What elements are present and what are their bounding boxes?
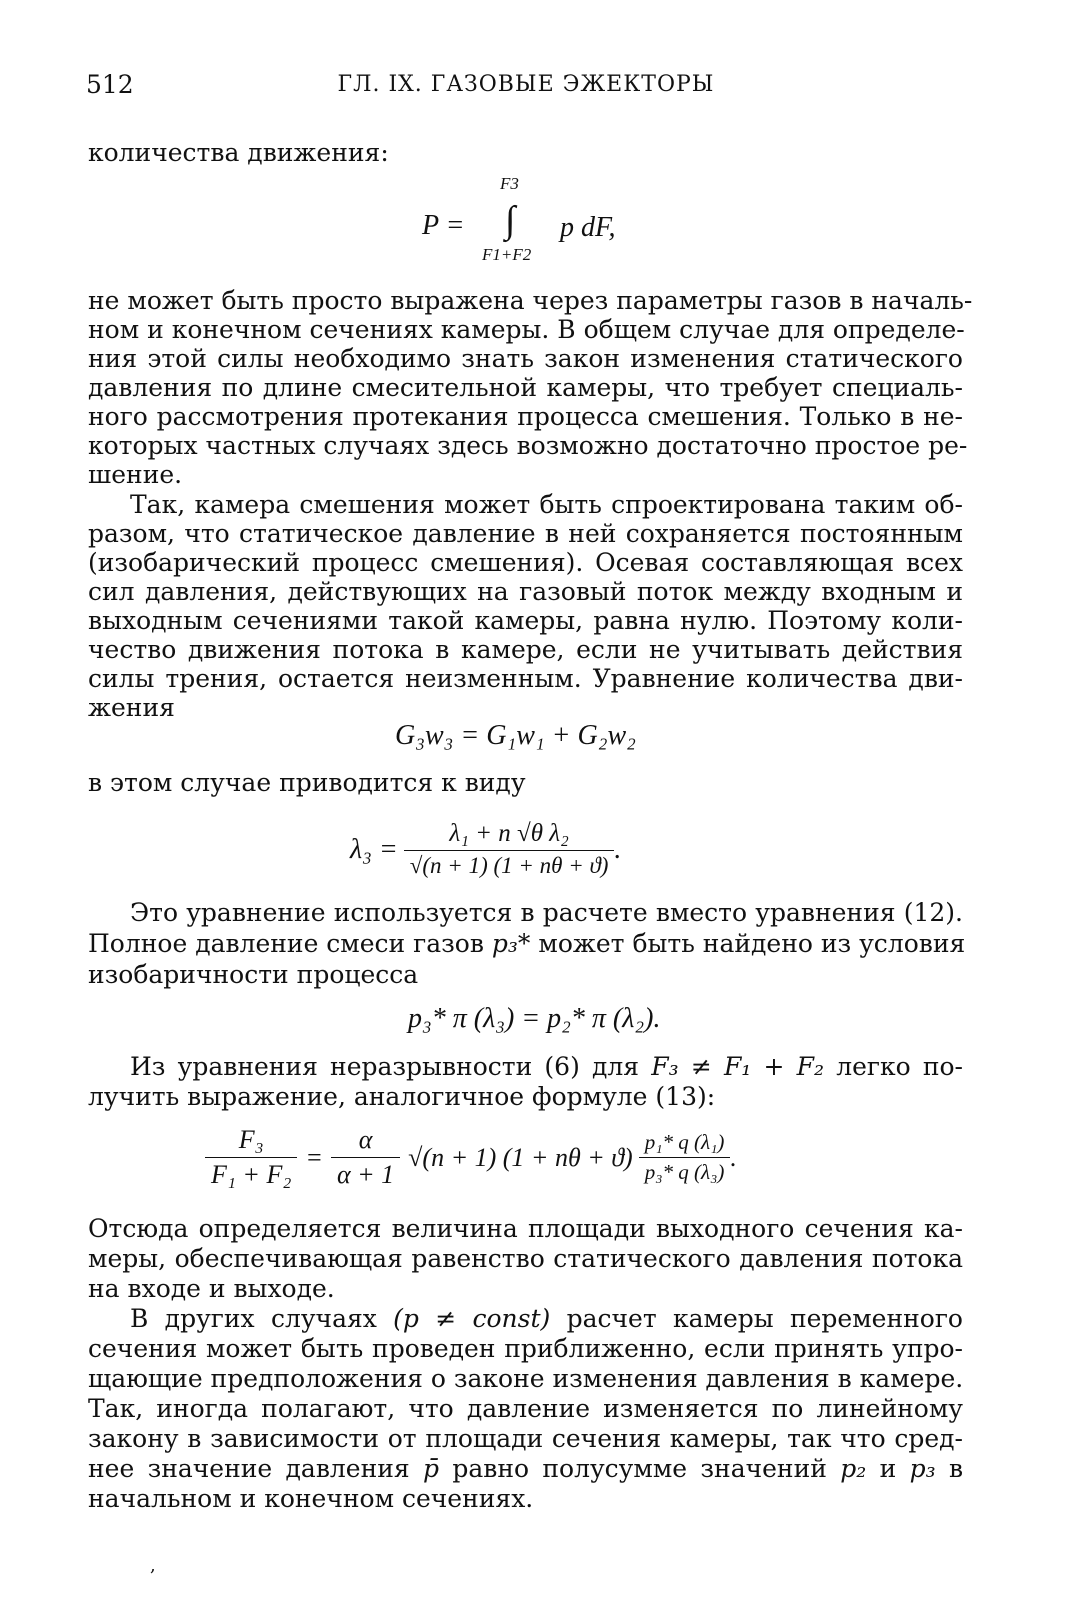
- math-p2: p₂: [840, 1454, 867, 1483]
- math-condition: F₃ ≠ F₁ + F₂: [651, 1052, 825, 1081]
- text-span: В других случаях: [130, 1304, 377, 1333]
- text-line: щающие предположения о законе изменения давления в камере.: [88, 1364, 964, 1393]
- text-line: сил давления, действующих на газовый поток между входным и: [88, 577, 963, 606]
- lambda-numerator: λ₁ + n √θ λ₂: [404, 820, 615, 851]
- text-line: выходным сечениями такой камеры, равна нулю. Поэтому коли-: [88, 606, 963, 635]
- stray-mark: ,: [150, 1555, 156, 1576]
- text-line: [88, 1454, 963, 1483]
- math-p3: p₃: [909, 1454, 936, 1483]
- text-line: начальном и конечном сечениях.: [88, 1484, 534, 1513]
- text-line: Так, иногда полагают, что давление изменяется по линейному: [88, 1394, 963, 1423]
- integral-lower-limit: F1+F2: [482, 245, 532, 264]
- text-span: и: [879, 1454, 897, 1483]
- text-line: которых частных случаях здесь возможно достаточно простое ре-: [88, 431, 968, 460]
- math-condition: (p ≠ const): [393, 1304, 551, 1333]
- text-line: разом, что статическое давление в ней сохраняется постоянным: [88, 519, 963, 548]
- area-ratio-formula: [205, 1125, 737, 1190]
- pressure-denominator: p₃* q (λ₃): [644, 1160, 725, 1184]
- text-line: чество движения потока в камере, если не учитывать действия: [88, 635, 963, 664]
- text-line: [88, 1052, 963, 1081]
- lambda-tail: .: [614, 833, 622, 865]
- text-span: равно полусумме значений: [452, 1454, 827, 1483]
- integrand: p dF,: [560, 212, 616, 243]
- formula-tail: .: [730, 1142, 737, 1172]
- text-line: Отсюда определяется величина площади выходного сечения ка-: [88, 1214, 963, 1243]
- math-p-bar: p̄: [423, 1454, 440, 1483]
- integral-upper-limit: F3: [500, 174, 519, 193]
- text-line: изобаричности процесса: [88, 960, 419, 989]
- text-line: (изобарический процесс смешения). Осевая составляющая всех: [88, 548, 963, 577]
- text-span: может быть найдено из условия: [538, 929, 966, 958]
- alpha-denominator: α + 1: [336, 1160, 395, 1189]
- text-line: Так, камера смешения может быть спроектирована таким об-: [130, 490, 963, 519]
- text-span: в: [948, 1454, 964, 1483]
- text-line: количества движения:: [88, 138, 389, 167]
- integral-sign: ∫: [505, 199, 516, 241]
- text-line: жения: [88, 693, 175, 722]
- lambda-formula: [350, 820, 621, 879]
- equals-sign: =: [305, 1142, 323, 1172]
- text-line: давления по длине смесительной камеры, что требует специаль-: [88, 373, 963, 402]
- text-line: ния этой силы необходимо знать закон изменения статического: [88, 344, 963, 373]
- text-line: закону в зависимости от площади сечения камеры, так что сред-: [88, 1424, 963, 1453]
- text-line: не может быть просто выражена через параметры газов в началь-: [88, 286, 973, 315]
- alpha-fraction: [331, 1125, 400, 1190]
- text-line: в этом случае приводится к виду: [88, 768, 526, 797]
- area-denominator: F₁ + F₂: [211, 1160, 292, 1189]
- text-line: [88, 1304, 963, 1333]
- root-term: √(n + 1) (1 + nθ + ϑ): [408, 1142, 633, 1172]
- running-head: ГЛ. IX. ГАЗОВЫЕ ЭЖЕКТОРЫ: [337, 72, 715, 97]
- text-line: шение.: [88, 460, 183, 489]
- math-p3-star: p₃*: [491, 929, 531, 958]
- area-fraction: [205, 1125, 297, 1190]
- formula-lhs: P =: [422, 210, 465, 241]
- pressure-fraction: [639, 1130, 731, 1185]
- text-line: сечения может быть проведен приближенно, если принять упро-: [88, 1334, 963, 1363]
- text-span: расчет камеры переменного: [566, 1304, 963, 1333]
- page-number: 512: [86, 70, 134, 99]
- text-line: силы трения, остается неизменным. Уравнение количества дви-: [88, 664, 963, 693]
- area-numerator: F₃: [205, 1125, 297, 1158]
- lambda-denominator: √(n + 1) (1 + nθ + ϑ): [409, 853, 609, 878]
- lambda-lhs: λ₃ =: [350, 833, 398, 865]
- text-line: лучить выражение, аналогичное формуле (13):: [88, 1082, 716, 1111]
- isobaric-equation: p₃* π (λ₃) = p₂* π (λ₂).: [408, 1003, 661, 1034]
- pressure-numerator: p₁* q (λ₁): [639, 1130, 731, 1158]
- text-span: Полное давление смеси газов: [88, 929, 484, 958]
- alpha-numerator: α: [331, 1125, 400, 1158]
- page-header: [86, 70, 966, 104]
- momentum-equation: G₃w₃ = G₁w₁ + G₂w₂: [395, 720, 636, 751]
- text-line: меры, обеспечивающая равенство статического давления потока: [88, 1244, 963, 1273]
- text-span: нее значение давления: [88, 1454, 410, 1483]
- text-span: Из уравнения неразрывности (6) для: [130, 1052, 640, 1081]
- text-line: на входе и выходе.: [88, 1274, 335, 1303]
- text-line: ного рассмотрения протекания процесса смешения. Только в не-: [88, 402, 963, 431]
- lambda-fraction: [404, 820, 615, 879]
- text-line: [88, 929, 966, 958]
- text-line: Это уравнение используется в расчете вместо уравнения (12).: [130, 898, 963, 927]
- text-span: легко по-: [836, 1052, 963, 1081]
- text-line: ном и конечном сечениях камеры. В общем случае для определе-: [88, 315, 965, 344]
